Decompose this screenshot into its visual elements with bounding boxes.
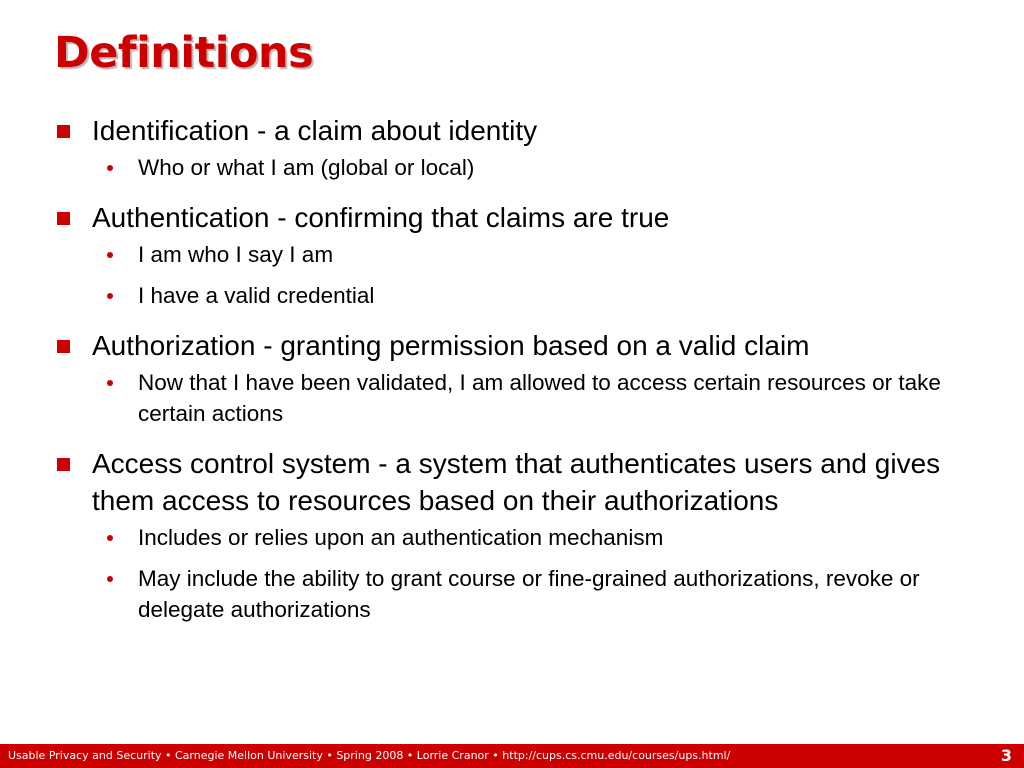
square-bullet-icon [57,340,70,353]
page-number: 3 [1000,746,1012,765]
sub-bullet-item [92,522,986,553]
bullet-item-authorization [56,327,986,429]
bullet-item-identification [56,112,986,183]
sub-bullet-item [92,239,986,270]
dot-bullet-icon [107,380,113,386]
sub-bullet-list [92,239,986,311]
footer-text: Usable Privacy and Security • Carnegie Mellon University • Spring 2008 • Lorrie Cranor • http://cups.cs.cmu.edu/courses/ups.html/ [8,749,731,762]
bullet-item-access-control [56,445,986,625]
slide-title: Definitions [54,28,314,78]
square-bullet-icon [57,125,70,138]
dot-bullet-icon [107,293,113,299]
bullet-text: Access control system - a system that authenticates users and gives them access to resources based on their authorizations [92,448,941,516]
sub-bullet-text: May include the ability to grant course or fine-grained authorizations, revoke or delegate authorizations [138,566,920,622]
sub-bullet-item [92,280,986,311]
footer-bar [0,744,1024,768]
sub-bullet-list [92,367,986,429]
sub-bullet-list [92,522,986,625]
sub-bullet-item [92,367,986,429]
square-bullet-icon [57,458,70,471]
dot-bullet-icon [107,165,113,171]
sub-bullet-item [92,152,986,183]
sub-bullet-text: Who or what I am (global or local) [138,155,475,180]
sub-bullet-text: I have a valid credential [138,283,375,308]
bullet-list [56,112,986,641]
bullet-item-authentication [56,199,986,311]
bullet-text: Authorization - granting permission based on a valid claim [92,330,810,361]
bullet-text: Identification - a claim about identity [92,115,538,146]
sub-bullet-list [92,152,986,183]
sub-bullet-text: Includes or relies upon an authentication mechanism [138,525,664,550]
bullet-text: Authentication - confirming that claims are true [92,202,670,233]
dot-bullet-icon [107,252,113,258]
square-bullet-icon [57,212,70,225]
dot-bullet-icon [107,535,113,541]
dot-bullet-icon [107,576,113,582]
sub-bullet-item [92,563,986,625]
sub-bullet-text: Now that I have been validated, I am allowed to access certain resources or take certain actions [138,370,941,426]
sub-bullet-text: I am who I say I am [138,242,334,267]
